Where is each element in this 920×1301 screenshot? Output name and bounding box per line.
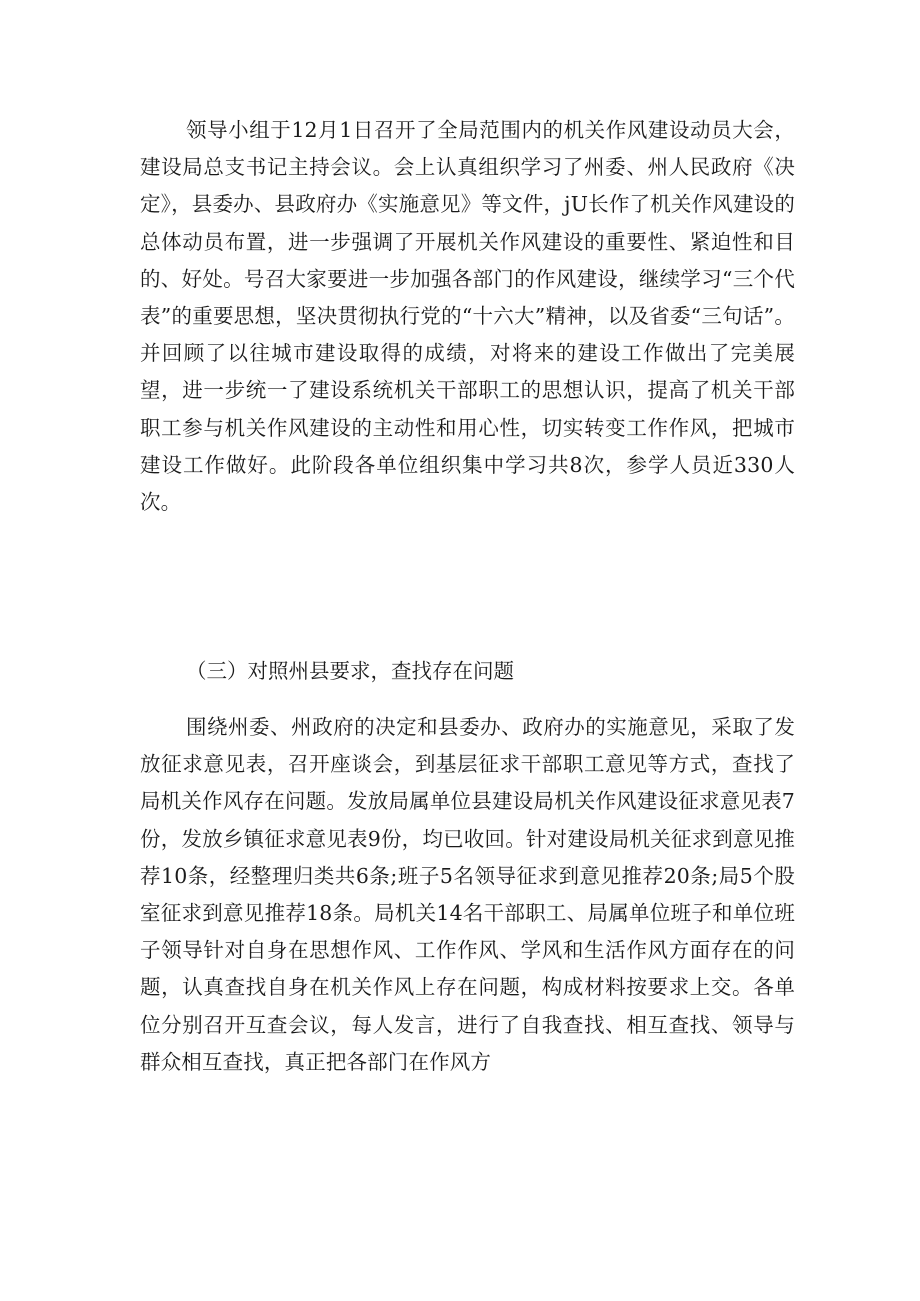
body-paragraph-mobilization-meeting: 领导小组于12月1日召开了全局范围内的机关作风建设动员大会，建设局总支书记主持会议。会上认真组织学习了州委、州人民政府《决定》，县委办、县政府办《实施意见》等文件，jU长作了机关作风建设的总体动员布置，进一步强调了开展机关作风建设的重要性、紧迫性和目的、好处。号召大家要进一步加强各部门的作风建设，继续学习“三个代表”的重要思想，坚决贯彻执行党的“十六大”精神，以及省委“三句话”。并回顾了以往城市建设取得的成绩，对将来的建设工作做出了完美展望，进一步统一了建设系统机关干部职工的思想认识，提高了机关干部职工参与机关作风建设的主动性和用心性，切实转变工作作风，把城市建设工作做好。此阶段各单位组织集中学习共8次，参学人员近330人次。 xyxy=(140,118,795,515)
body-paragraph-problem-collection: 围绕州委、州政府的决定和县委办、政府办的实施意见，采取了发放征求意见表，召开座谈会，到基层征求干部职工意见等方式，查找了局机关作风存在问题。发放局属单位县建设局机关作风建设征求意见表7份，发放乡镇征求意见表9份，均已收回。针对建设局机关征求到意见推荐10条，经整理归类共6条;班子5名领导征求到意见推荐20条;局5个股室征求到意见推荐18条。局机关14名干部职工、局属单位班子和单位班子领导针对自身在思想作风、工作作风、学风和生活作风方面存在的问题，认真查找自身在机关作风上存在问题，构成材料按要求上交。各单位分别召开互查会议，每人发言，进行了自我查找、相互查找、领导与群众相互查找，真正把各部门在作风方 xyxy=(140,715,795,1074)
section-heading-find-problems: （三）对照州县要求，查找存在问题 xyxy=(186,659,514,683)
